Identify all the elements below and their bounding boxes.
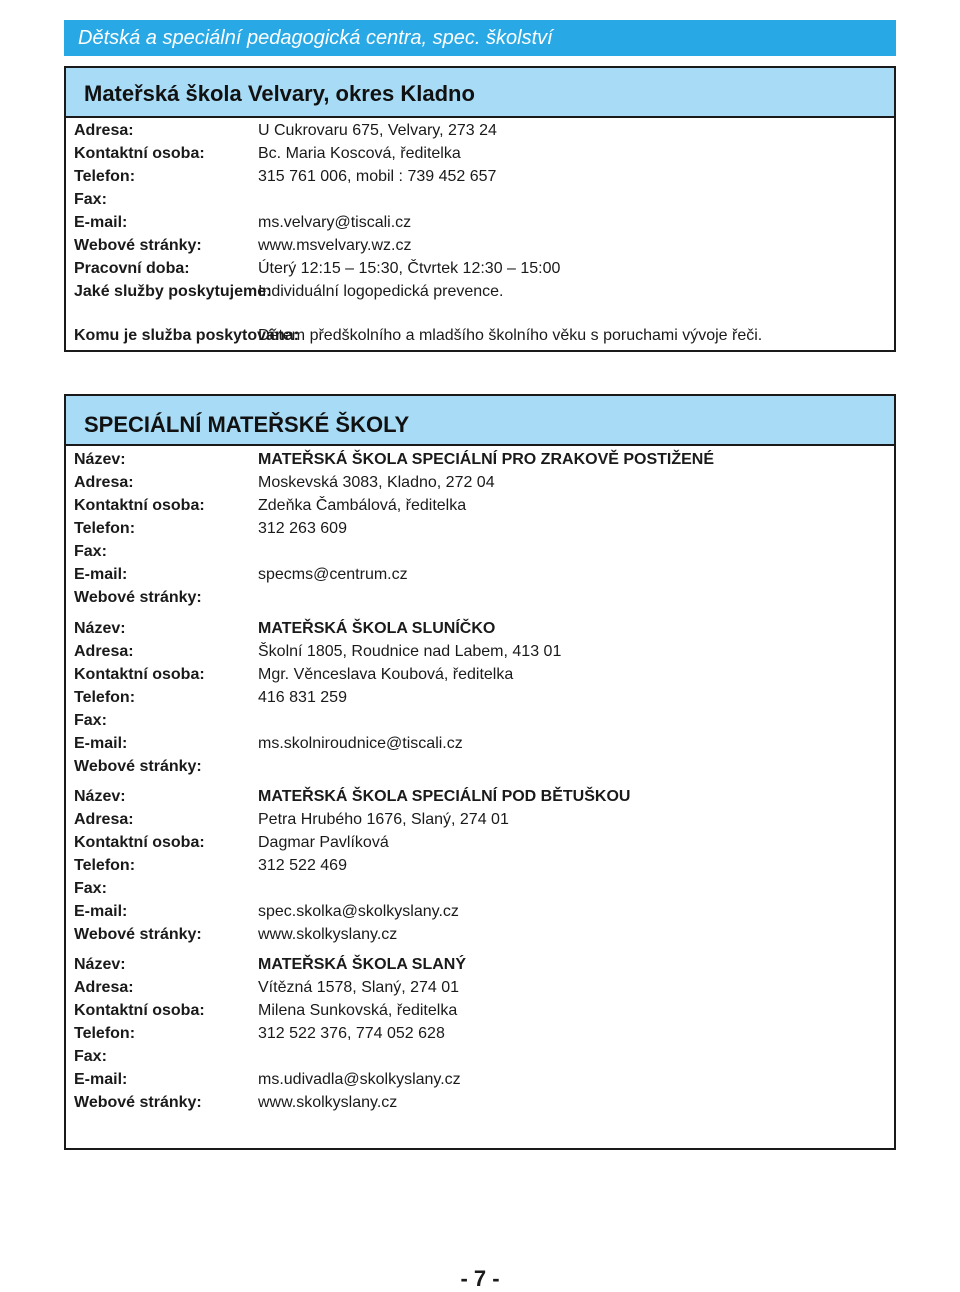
- field-label: Telefon:: [74, 168, 136, 185]
- field-value: Moskevská 3083, Kladno, 272 04: [258, 474, 495, 491]
- field-label: Webové stránky:: [74, 1094, 202, 1111]
- field-label: Fax:: [74, 191, 107, 208]
- school-name: MATEŘSKÁ ŠKOLA SLANÝ: [258, 956, 466, 973]
- page-number: - 7 -: [460, 1266, 500, 1291]
- detail-row: [74, 325, 884, 347]
- field-label: Adresa:: [74, 643, 134, 660]
- detail-row: [74, 977, 884, 999]
- field-value: 416 831 259: [258, 689, 347, 706]
- field-value: ms.skolniroudnice@tiscali.cz: [258, 735, 463, 752]
- detail-row: [74, 1092, 884, 1114]
- detail-row: [74, 189, 884, 211]
- field-label: Telefon:: [74, 520, 136, 537]
- field-label: Adresa:: [74, 811, 134, 828]
- detail-row: [74, 901, 884, 923]
- detail-row: [74, 664, 884, 686]
- field-label: Fax:: [74, 1048, 107, 1065]
- section-title-velvary: Mateřská škola Velvary, okres Kladno: [64, 66, 896, 118]
- detail-row: [74, 1046, 884, 1068]
- detail-row: [74, 449, 884, 471]
- field-value: Vítězná 1578, Slaný, 274 01: [258, 979, 460, 996]
- field-label: Pracovní doba:: [74, 260, 190, 277]
- field-label: Kontaktní osoba:: [74, 497, 205, 514]
- field-label: Adresa:: [74, 122, 134, 139]
- field-label: Fax:: [74, 543, 107, 560]
- detail-row: [74, 166, 884, 188]
- field-label: Kontaktní osoba:: [74, 834, 205, 851]
- detail-row: [74, 832, 884, 854]
- field-value: Mgr. Věnceslava Koubová, ředitelka: [258, 666, 514, 683]
- field-value: Petra Hrubého 1676, Slaný, 274 01: [258, 811, 509, 828]
- detail-row: [74, 587, 884, 609]
- field-label: Kontaktní osoba:: [74, 1002, 205, 1019]
- detail-row: [74, 1069, 884, 1091]
- detail-row: [74, 710, 884, 732]
- page-header-title: Dětská a speciální pedagogická centra, spec. školství: [78, 27, 553, 49]
- field-label: Název:: [74, 451, 126, 468]
- field-label: Adresa:: [74, 474, 134, 491]
- school-name: MATEŘSKÁ ŠKOLA SPECIÁLNÍ POD BĚTUŠKOU: [258, 788, 631, 805]
- field-label: Název:: [74, 788, 126, 805]
- detail-row: [74, 281, 884, 303]
- field-label: E-mail:: [74, 214, 128, 231]
- field-label: Kontaktní osoba:: [74, 145, 205, 162]
- detail-row: [74, 924, 884, 946]
- field-value: Dagmar Pavlíková: [258, 834, 389, 851]
- school-name: MATEŘSKÁ ŠKOLA SPECIÁLNÍ PRO ZRAKOVĚ POSTIŽENÉ: [258, 451, 715, 468]
- field-label: E-mail:: [74, 903, 128, 920]
- detail-row: [74, 143, 884, 165]
- field-label: Komu je služba poskytována:: [74, 327, 299, 344]
- field-value: Dětem předškolního a mladšího školního věku s poruchami vývoje řeči.: [258, 327, 763, 344]
- field-label: Webové stránky:: [74, 758, 202, 775]
- field-value: ms.velvary@tiscali.cz: [258, 214, 412, 231]
- page-header: [64, 20, 896, 56]
- field-label: E-mail:: [74, 1071, 128, 1088]
- detail-row: [74, 786, 884, 808]
- field-value: 312 263 609: [258, 520, 347, 537]
- field-value: 315 761 006, mobil : 739 452 657: [258, 168, 497, 185]
- detail-row: [74, 1000, 884, 1022]
- detail-row: [74, 733, 884, 755]
- field-label: Jaké služby poskytujeme:: [74, 283, 272, 300]
- field-label: Webové stránky:: [74, 237, 202, 254]
- detail-row: [74, 235, 884, 257]
- detail-row: [74, 258, 884, 280]
- field-value: 312 522 469: [258, 857, 347, 874]
- field-value: www.skolkyslany.cz: [258, 1094, 398, 1111]
- field-label: Telefon:: [74, 1025, 136, 1042]
- detail-row: [74, 564, 884, 586]
- detail-row: [74, 756, 884, 778]
- field-value: Úterý 12:15 – 15:30, Čtvrtek 12:30 – 15:00: [258, 260, 561, 277]
- field-value: U Cukrovaru 675, Velvary, 273 24: [258, 122, 497, 139]
- field-label: Název:: [74, 620, 126, 637]
- detail-row: [74, 541, 884, 563]
- detail-row: [74, 809, 884, 831]
- detail-row: [74, 641, 884, 663]
- detail-row: [74, 472, 884, 494]
- field-label: Název:: [74, 956, 126, 973]
- detail-row: [74, 1023, 884, 1045]
- field-label: Webové stránky:: [74, 589, 202, 606]
- field-label: Webové stránky:: [74, 926, 202, 943]
- field-value: specms@centrum.cz: [258, 566, 408, 583]
- section-title-special-kindergartens: SPECIÁLNÍ MATEŘSKÉ ŠKOLY: [64, 394, 896, 446]
- detail-row: [74, 855, 884, 877]
- field-label: Fax:: [74, 880, 107, 897]
- field-value: Milena Sunkovská, ředitelka: [258, 1002, 458, 1019]
- field-value: spec.skolka@skolkyslany.cz: [258, 903, 459, 920]
- detail-row: [74, 878, 884, 900]
- field-value: 312 522 376, 774 052 628: [258, 1025, 445, 1042]
- detail-row: [74, 518, 884, 540]
- field-label: Kontaktní osoba:: [74, 666, 205, 683]
- field-label: Telefon:: [74, 689, 136, 706]
- field-label: Adresa:: [74, 979, 134, 996]
- detail-row: [74, 687, 884, 709]
- detail-row: [74, 954, 884, 976]
- field-value: Bc. Maria Koscová, ředitelka: [258, 145, 461, 162]
- detail-row: [74, 212, 884, 234]
- field-value: Školní 1805, Roudnice nad Labem, 413 01: [258, 643, 562, 660]
- school-name: MATEŘSKÁ ŠKOLA SLUNÍČKO: [258, 620, 496, 637]
- field-value: Individuální logopedická prevence.: [258, 283, 504, 300]
- field-label: E-mail:: [74, 735, 128, 752]
- field-value: ms.udivadla@skolkyslany.cz: [258, 1071, 461, 1088]
- detail-row: [74, 495, 884, 517]
- detail-row: [74, 618, 884, 640]
- field-label: Telefon:: [74, 857, 136, 874]
- field-label: E-mail:: [74, 566, 128, 583]
- field-value: Zdeňka Čambálová, ředitelka: [258, 497, 467, 514]
- field-label: Fax:: [74, 712, 107, 729]
- field-value: www.msvelvary.wz.cz: [258, 237, 412, 254]
- field-value: www.skolkyslany.cz: [258, 926, 398, 943]
- detail-row: [74, 120, 884, 142]
